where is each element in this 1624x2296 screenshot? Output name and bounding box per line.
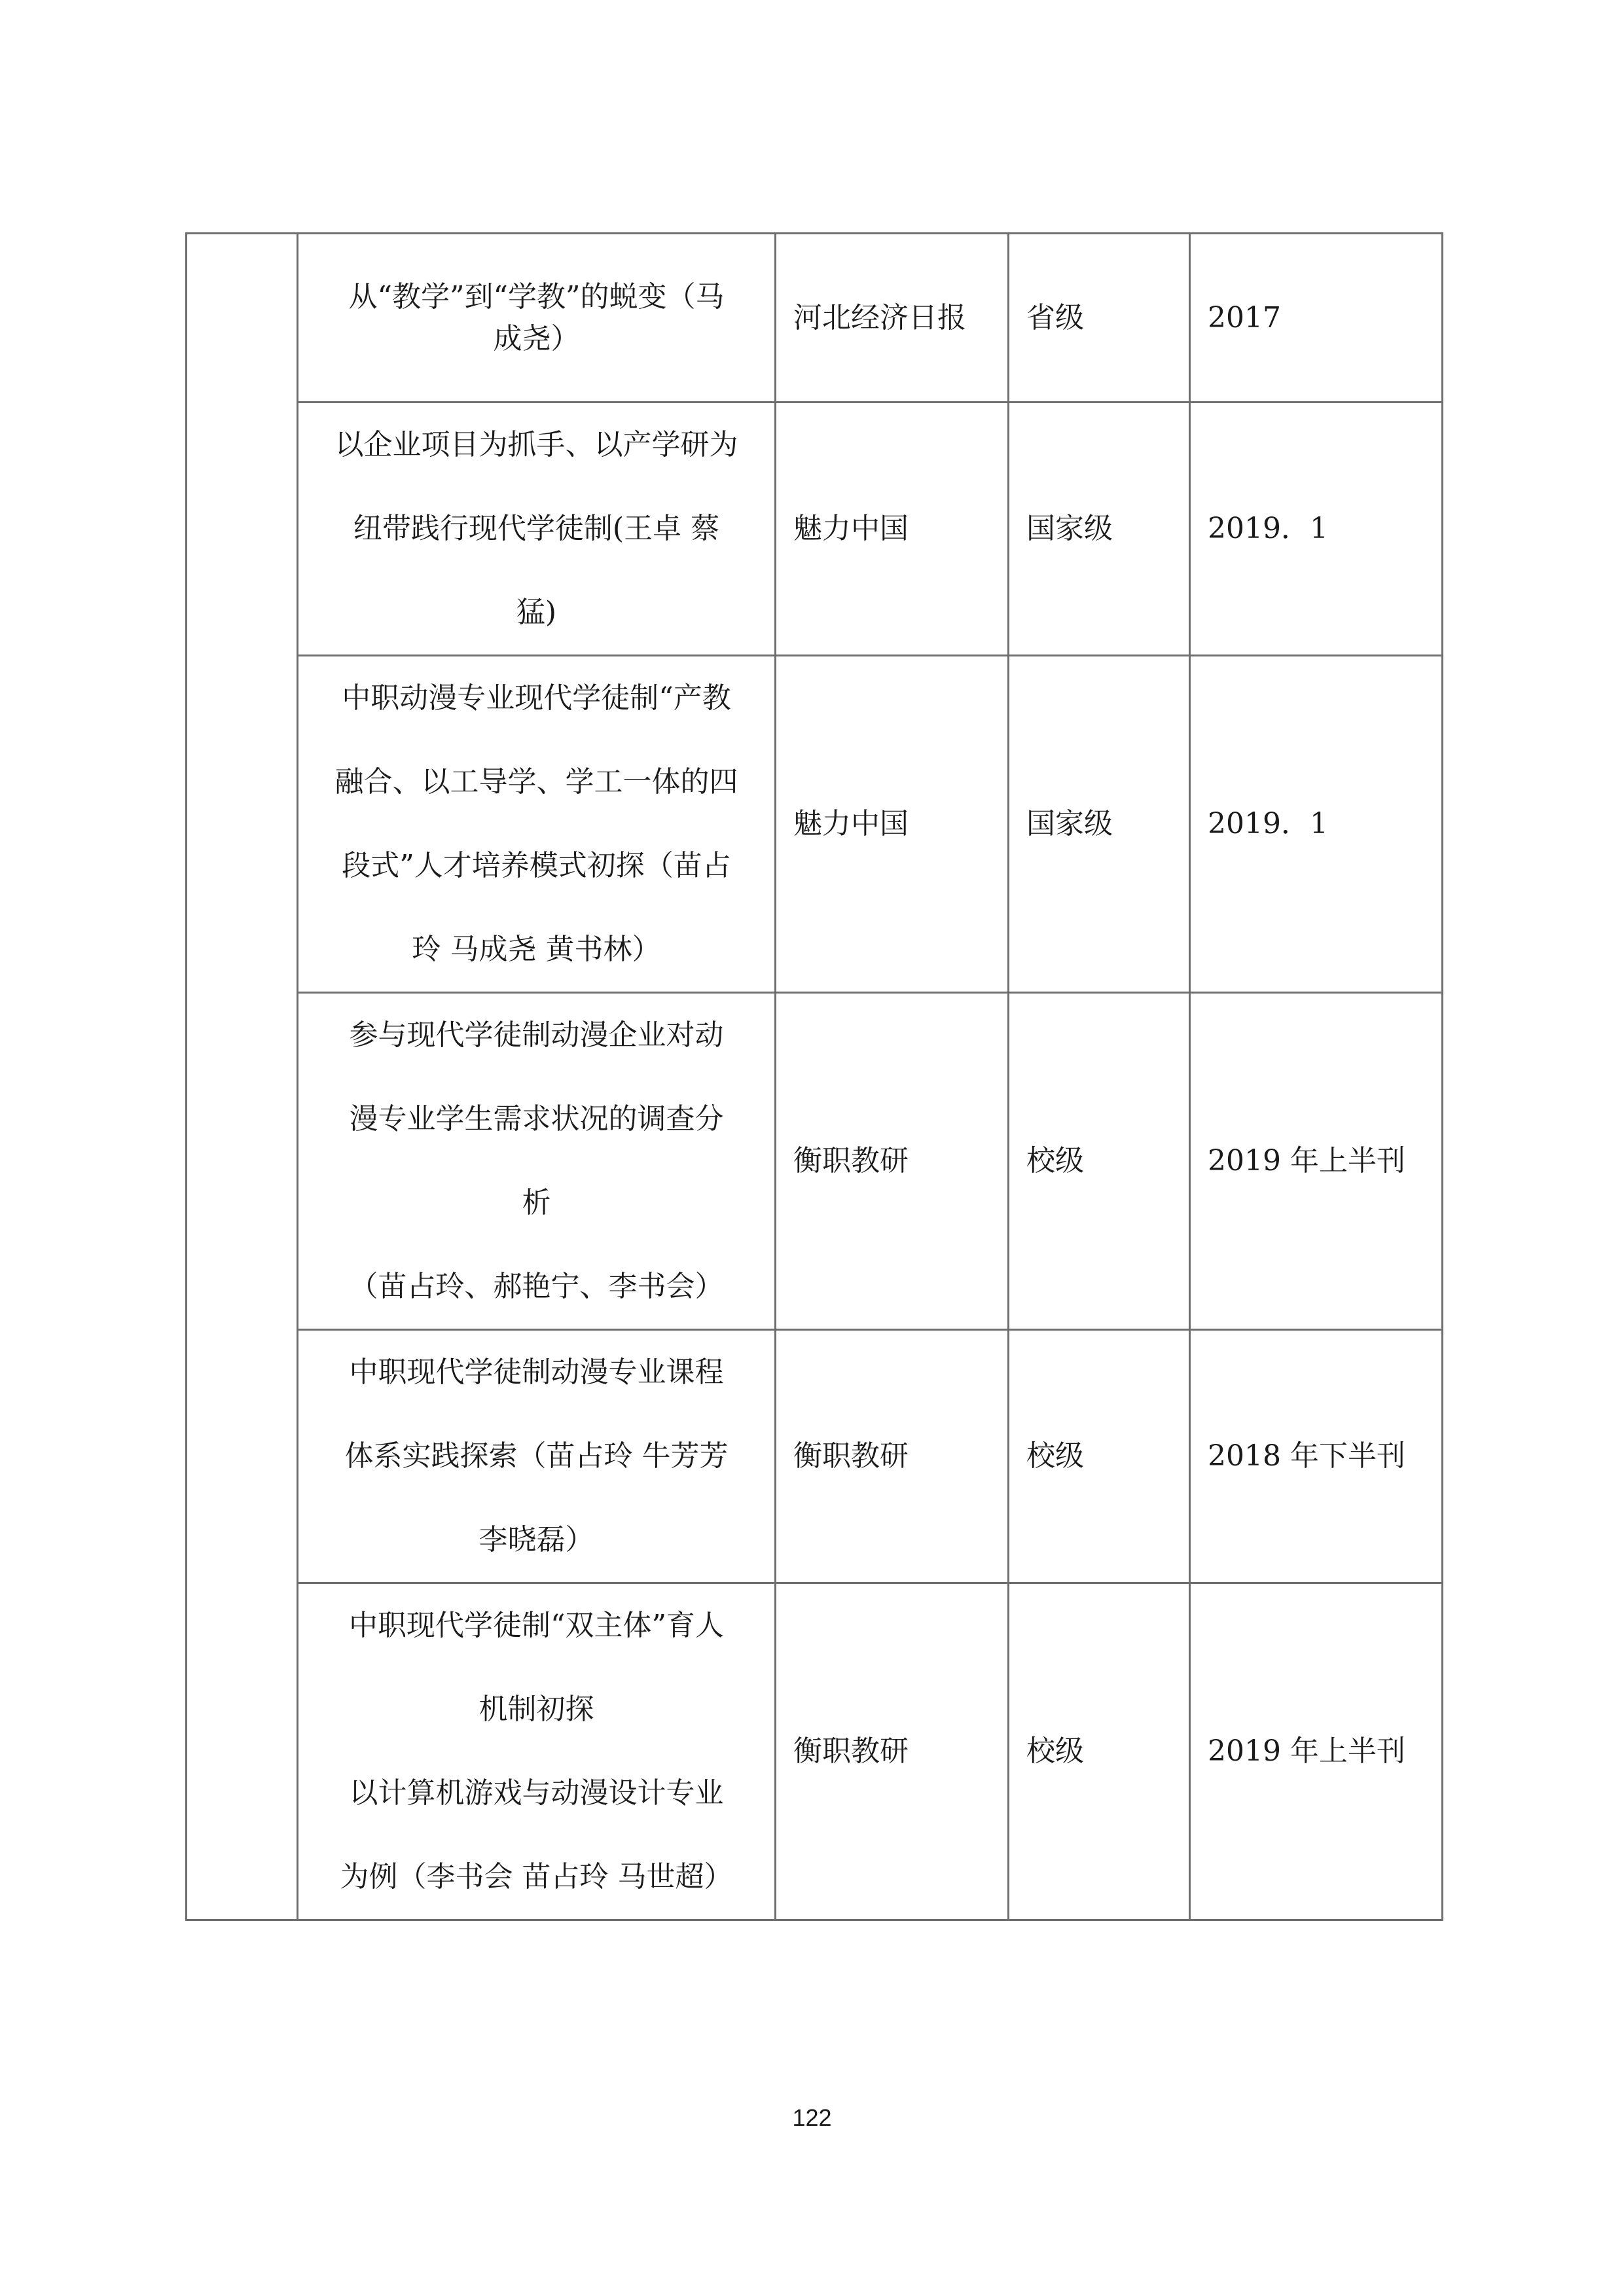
paper-title-cell bbox=[298, 234, 776, 403]
level-cell: 校级 bbox=[1009, 1330, 1190, 1583]
table-row bbox=[187, 403, 1443, 656]
paper-title-cell bbox=[298, 1583, 776, 1920]
paper-title-line: 为例（李书会 苗占玲 马世超） bbox=[340, 1860, 733, 1893]
paper-title-line: 以企业项目为抓手、以产学研为 bbox=[334, 428, 738, 461]
paper-title-line: 从“教学”到“学教”的蜕变（马 bbox=[348, 279, 725, 314]
date-cell: 2019 年上半刊 bbox=[1190, 1583, 1443, 1920]
table-row bbox=[187, 1583, 1443, 1920]
paper-title-line: 融合、以工导学、学工一体的四 bbox=[334, 765, 738, 798]
paper-title-line: 段式”人才培养模式初探（苗占 bbox=[342, 849, 731, 882]
paper-title-line: 体系实践探索（苗占玲 牛芳芳 bbox=[344, 1439, 729, 1473]
publication-cell: 魅力中国 bbox=[776, 403, 1009, 656]
paper-title-cell bbox=[298, 403, 776, 656]
date-cell: 2019 年上半刊 bbox=[1190, 993, 1443, 1330]
level-cell: 校级 bbox=[1009, 993, 1190, 1330]
date-cell: 2017 bbox=[1190, 234, 1443, 403]
paper-title-line: 成尧） bbox=[493, 321, 580, 355]
paper-title-line: 机制初探 bbox=[478, 1693, 594, 1726]
publication-cell: 衡职教研 bbox=[776, 993, 1009, 1330]
paper-title-cell bbox=[298, 993, 776, 1330]
page-number: 122 bbox=[792, 2104, 832, 2131]
publication-cell: 衡职教研 bbox=[776, 1330, 1009, 1583]
table-row bbox=[187, 234, 1443, 403]
paper-title-line: 纽带践行现代学徒制(王卓 蔡 bbox=[353, 512, 720, 545]
paper-title-line: 中职现代学徒制动漫专业课程 bbox=[349, 1355, 724, 1389]
paper-title-line: （苗占玲、郝艳宁、李书会） bbox=[349, 1270, 724, 1303]
publication-cell: 河北经济日报 bbox=[776, 234, 1009, 403]
paper-title-line: 玲 马成尧 黄书林） bbox=[412, 933, 661, 966]
publications-table-body bbox=[187, 234, 1443, 1920]
date-cell: 2019．1 bbox=[1190, 403, 1443, 656]
paper-title-line: 以计算机游戏与动漫设计专业 bbox=[349, 1776, 724, 1810]
level-cell: 国家级 bbox=[1009, 403, 1190, 656]
level-cell: 省级 bbox=[1009, 234, 1190, 403]
date-cell: 2019．1 bbox=[1190, 656, 1443, 993]
paper-title-cell bbox=[298, 1330, 776, 1583]
table-row bbox=[187, 656, 1443, 993]
publications-table bbox=[185, 232, 1443, 1921]
level-cell: 校级 bbox=[1009, 1583, 1190, 1920]
paper-title-line: 猛) bbox=[516, 596, 557, 629]
paper-title-line: 析 bbox=[522, 1186, 551, 1219]
paper-title-cell bbox=[298, 656, 776, 993]
paper-title-line: 李晓磊） bbox=[478, 1523, 594, 1556]
publication-cell: 衡职教研 bbox=[776, 1583, 1009, 1920]
level-cell: 国家级 bbox=[1009, 656, 1190, 993]
table-row bbox=[187, 1330, 1443, 1583]
date-cell: 2018 年下半刊 bbox=[1190, 1330, 1443, 1583]
paper-title-line: 中职动漫专业现代学徒制“产教 bbox=[342, 681, 731, 715]
publication-cell: 魅力中国 bbox=[776, 656, 1009, 993]
paper-title-line: 中职现代学徒制“双主体”育人 bbox=[349, 1609, 724, 1642]
paper-title-line: 漫专业学生需求状况的调查分 bbox=[349, 1102, 724, 1136]
paper-title-line: 参与现代学徒制动漫企业对动 bbox=[349, 1018, 724, 1052]
category-cell-empty bbox=[187, 234, 298, 1920]
table-row bbox=[187, 993, 1443, 1330]
